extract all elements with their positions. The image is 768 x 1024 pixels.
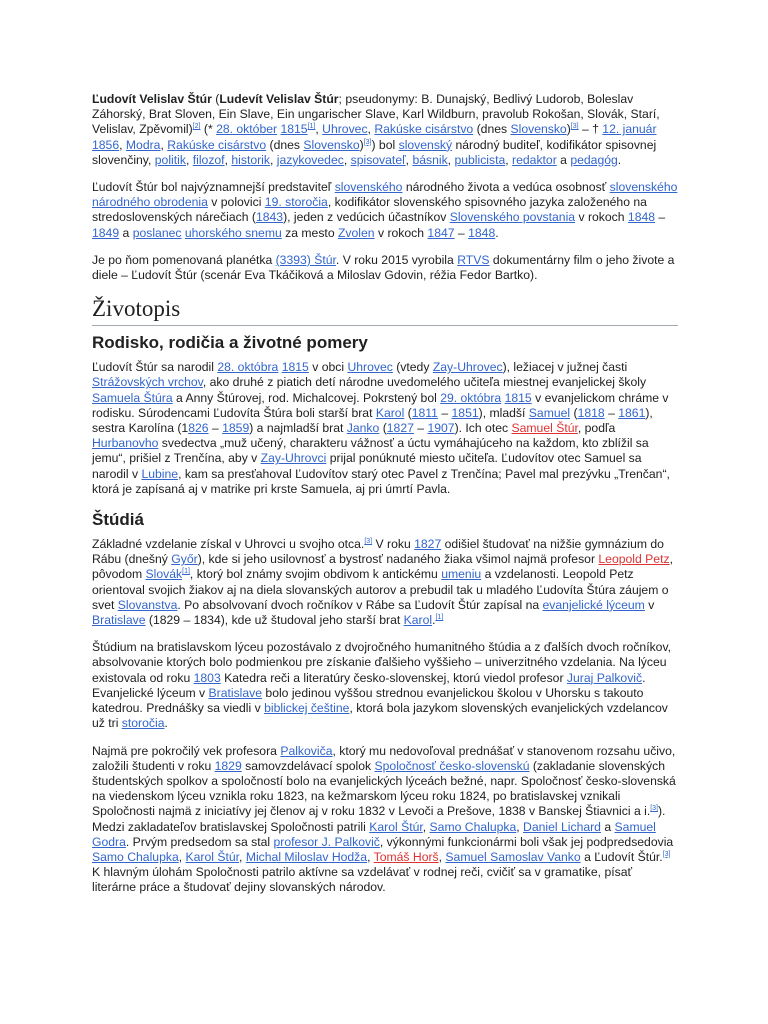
text-run: ). Medzi zakladateľov bratislavskej Spoločnosti patrili bbox=[92, 804, 666, 834]
wiki-link[interactable]: Karol bbox=[375, 405, 405, 420]
text-run: a vzdelanosti. Leopold Petz orientoval svojich žiakov aj na diela slovanských autorov a prebudil tak u mladého Ľudovíta Štúra záujem o svet bbox=[92, 567, 669, 612]
wiki-link[interactable]: Uhrovec bbox=[347, 360, 393, 375]
reference-sup bbox=[193, 123, 201, 130]
reference-link[interactable]: [1] bbox=[307, 123, 316, 131]
wiki-link[interactable]: historik bbox=[231, 152, 270, 167]
wiki-link[interactable]: Spoločnosť česko-slovenskú bbox=[374, 758, 530, 773]
text-run: (1829 – 1834), kde už študoval jeho starší brat bbox=[145, 613, 404, 628]
missing-article-link[interactable]: Samuel Štúr bbox=[511, 421, 578, 436]
wiki-link[interactable]: politik bbox=[154, 152, 186, 167]
wiki-link[interactable]: Hurbanovho bbox=[92, 436, 159, 451]
text-run: bolo jedinou vyššou strednou evanjelickou školou v Uhorsku s takouto katedrou. Prednášky sa viedli v bbox=[92, 685, 644, 716]
text-run: , bbox=[422, 819, 430, 834]
wiki-link[interactable]: publicista bbox=[454, 152, 506, 167]
reference-link[interactable]: [3] bbox=[650, 805, 658, 813]
wiki-link[interactable]: Rakúske cisárstvo bbox=[374, 122, 474, 137]
reference-sup bbox=[663, 851, 671, 858]
studia-paragraph bbox=[92, 640, 678, 731]
text-run: , bbox=[343, 152, 351, 167]
text-run: ( bbox=[404, 405, 412, 420]
text-run: . Po absolvovaní dvoch ročníkov v Rábe sa Ľudovít Štúr zapísal na bbox=[177, 597, 543, 612]
text-run: ), sestra Karolína (1 bbox=[92, 405, 653, 436]
wiki-link[interactable]: Modra bbox=[125, 137, 161, 152]
text-run: – bbox=[413, 421, 428, 436]
text-run: a bbox=[556, 152, 571, 167]
text-run: – bbox=[437, 405, 452, 420]
wiki-link[interactable]: Zay-Uhrovci bbox=[260, 451, 327, 466]
reference-sup bbox=[571, 123, 579, 130]
missing-article-link[interactable]: Leopold Petz bbox=[598, 552, 670, 567]
wiki-link[interactable]: 19. storočia bbox=[264, 195, 328, 210]
reference-link[interactable]: [3] bbox=[662, 850, 671, 858]
wiki-link[interactable]: slovenského bbox=[334, 180, 403, 195]
text-run: a bbox=[119, 225, 133, 240]
wiki-link[interactable]: básnik bbox=[412, 152, 448, 167]
text-run: ) bol bbox=[371, 137, 399, 152]
text-run: (dnes bbox=[473, 122, 511, 137]
text-run: – † bbox=[578, 122, 603, 137]
text-run: ), kde si jeho usilovnosť a bystrosť nadaného žiaka všimol najmä profesor bbox=[197, 552, 599, 567]
text-run: , bbox=[119, 137, 126, 152]
wiki-link[interactable]: Palkoviča bbox=[280, 743, 333, 758]
text-run: v obci bbox=[308, 360, 348, 375]
text-run: Štúdium na bratislavskom lýceu pozostávalo z dvojročného humanitného štúdia a z ďalších dvoch ročníkov, absolvovanie ktorých bolo podmienkou pre získanie ďalšieho vyššieho – univerzitného vzdelania. Na lýceu existovala od roku bbox=[92, 640, 672, 685]
wiki-link[interactable]: Juraj Palkovič bbox=[566, 670, 643, 685]
text-run: ; pseudonymy: B. Dunajský, Bedlivý Ludorob, Boleslav Záhorský, Brat Sloven, Ein Slave, Ein ungarischer Slave, Karl Wildburn, pravolub Rokošan, Slovák, Starí, Velislav, Zpěvomil) bbox=[92, 92, 660, 137]
wiki-link[interactable]: 1859 bbox=[222, 421, 250, 436]
intro-section bbox=[92, 92, 678, 283]
text-run: ), mladší bbox=[478, 405, 529, 420]
text-run: a bbox=[600, 819, 615, 834]
text-run: (vtedy bbox=[392, 360, 433, 375]
wiki-link[interactable]: Strážovských vrchov bbox=[92, 375, 203, 390]
text-run: svedectva „muž učený, charakteru vážnosť a úctu vymáhajúceho na každom, kto zblížil sa jemu“, prišiel z Trenčína, aby v bbox=[92, 436, 649, 466]
text-run: Najmä pre pokročilý vek profesora bbox=[92, 743, 281, 758]
text-run: ) bbox=[566, 122, 571, 137]
wiki-link[interactable]: Zvolen bbox=[337, 225, 375, 240]
wiki-link[interactable]: Samuela Štúra bbox=[92, 390, 173, 405]
reference-link[interactable]: [3] bbox=[363, 138, 372, 146]
text-run: ) a najmladší brat bbox=[249, 421, 347, 436]
wiki-link[interactable]: Rakúske cisárstvo bbox=[167, 137, 267, 152]
text-run: – bbox=[604, 405, 619, 420]
wiki-link[interactable]: profesor J. Palkovič bbox=[273, 834, 380, 849]
text-run: , bbox=[516, 819, 524, 834]
text-run: (zakladanie slovenských študentských spolkov a spoločností bolo na evanjelických lýceách bežné, napr. Spoločnosť česko-slovenská na viedenskom lýceu vznikla roku 1823, na kežmarskom lýceu roku 1824, po bratislavskej vznikali Spoločnosti najmä z iniciatívy jej členov aj v roku 1832 v Levoči a Prešove, 1838 v Banskej Štiavnici a i. bbox=[92, 758, 676, 819]
wiki-link[interactable]: 826 bbox=[188, 421, 209, 436]
reference-link[interactable]: [3] bbox=[570, 123, 579, 131]
wiki-link[interactable]: Slovák bbox=[145, 567, 183, 582]
wiki-link[interactable]: Slovanstva bbox=[117, 597, 178, 612]
text-run: Je po ňom pomenovaná planétka bbox=[92, 252, 276, 267]
text-run: V roku bbox=[372, 537, 415, 552]
wiki-link[interactable]: storočia bbox=[121, 716, 165, 731]
wiki-link[interactable]: Zay-Uhrovec bbox=[432, 360, 503, 375]
wiki-link[interactable]: uhorského snemu bbox=[184, 225, 282, 240]
text-run: a Ľudovít Štúr. bbox=[580, 849, 663, 864]
text-run: (dnes bbox=[266, 137, 304, 152]
text-run: , kodifikátor slovenského spisovného jazyka založeného na stredoslovenských nárečiach ( bbox=[92, 195, 647, 225]
wiki-link[interactable]: evanjelické lýceum bbox=[542, 597, 645, 612]
wiki-link[interactable]: (3393) Štúr bbox=[275, 252, 336, 267]
text-run: , bbox=[315, 122, 323, 137]
text-run: , bbox=[447, 152, 455, 167]
text-run: za mesto bbox=[281, 225, 338, 240]
text-run: ( bbox=[211, 92, 220, 106]
text-run: ( bbox=[570, 405, 578, 420]
wiki-link[interactable]: 1815 bbox=[280, 122, 308, 137]
wiki-link[interactable]: 1827 bbox=[386, 421, 414, 436]
reference-sup bbox=[435, 614, 443, 621]
wiki-link[interactable]: filozof bbox=[192, 152, 225, 167]
subsection-heading-studia: Štúdiá bbox=[92, 510, 144, 530]
reference-link[interactable]: [2] bbox=[192, 123, 201, 131]
section-heading-zivotopis: Životopis bbox=[92, 295, 678, 326]
text-run: , bbox=[160, 137, 168, 152]
wiki-link[interactable]: Samuel Godra bbox=[92, 819, 656, 849]
text-run: , bbox=[367, 849, 374, 864]
text-run: v evanjelickom chráme v rodisku. Súrodencami Ľudovíta Štúra boli starší brat bbox=[92, 390, 669, 420]
text-run: v polovici bbox=[207, 195, 265, 210]
text-run: . V roku 2015 vyrobila bbox=[335, 252, 458, 267]
wiki-link[interactable]: Janko bbox=[346, 421, 380, 436]
text-run: , pôvodom bbox=[92, 552, 673, 582]
wiki-link[interactable]: 1818 bbox=[577, 405, 605, 420]
text-run: Základné vzdelanie získal v Uhrovci u svojho otca. bbox=[92, 537, 365, 552]
text-run: , bbox=[185, 152, 193, 167]
text-run: K hlavným úlohám Spoločnosti patrilo aktívne sa vzdelávať v rodnej reči, cvičiť sa v gramatike, písať literárne práce a študovať dejiny slovanských národov. bbox=[92, 865, 633, 895]
text-run: . bbox=[495, 225, 499, 240]
intro-paragraph bbox=[92, 253, 678, 283]
text-run: odišiel študovať na nižšie gymnázium do Rábu (dnešný bbox=[92, 537, 664, 567]
wiki-link[interactable]: Bratislave bbox=[92, 613, 146, 628]
wiki-link[interactable]: 1851 bbox=[451, 405, 479, 420]
text-run: národného života a vedúca osobnosť bbox=[402, 180, 610, 195]
reference-sup bbox=[182, 568, 190, 575]
text-run: , kam sa presťahoval Ľudovítov starý otec Pavel z Trenčína; Pavel mal prezývku „Trenčan“, ktorá je zapísaná aj v matrike pri krste Samuela, aj pri úmrtí Pavla. bbox=[92, 466, 670, 496]
text-run: prijal ponúknuté miesto učiteľa. Ľudovítov otec Samuel sa narodil v bbox=[92, 451, 642, 481]
wiki-link[interactable]: 1815 bbox=[281, 360, 309, 375]
text-run: (* bbox=[200, 122, 217, 137]
wiki-link[interactable]: 1848 bbox=[627, 210, 656, 225]
reference-link[interactable]: [3] bbox=[364, 538, 373, 545]
rodisko-paragraph bbox=[92, 360, 678, 497]
wiki-link[interactable]: Bratislave bbox=[208, 685, 263, 700]
wiki-link[interactable]: 1843 bbox=[255, 210, 284, 225]
text-run: ( bbox=[379, 421, 387, 436]
text-run: v rokoch bbox=[374, 225, 428, 240]
text-run: Ľudovít Štúr sa narodil bbox=[92, 360, 218, 375]
wiki-link[interactable]: poslanec bbox=[132, 225, 182, 240]
wiki-link[interactable]: 12. január bbox=[602, 122, 657, 137]
studia-paragraph bbox=[92, 537, 678, 628]
text-run: , bbox=[269, 152, 277, 167]
text-run: ), jeden z vedúcich účastníkov bbox=[283, 210, 450, 225]
wiki-link[interactable]: RTVS bbox=[457, 252, 490, 267]
text-run: a Anny Štúrovej, rod. Michalcovej. Pokrstený bol bbox=[172, 390, 441, 405]
wiki-link[interactable]: Győr bbox=[171, 552, 198, 567]
wiki-link[interactable]: Karol Štúr bbox=[185, 849, 240, 864]
wiki-link[interactable]: Samuel bbox=[528, 405, 571, 420]
text-run: – bbox=[454, 225, 469, 240]
text-run: . bbox=[617, 152, 622, 167]
text-run: – bbox=[208, 421, 223, 436]
bold-term: Ludevít Velislav Štúr bbox=[219, 92, 339, 106]
wiki-link[interactable]: 1827 bbox=[414, 537, 442, 552]
wiki-link[interactable]: Samo Chalupka bbox=[429, 819, 517, 834]
wiki-link[interactable]: Slovenského povstania bbox=[449, 210, 576, 225]
wiki-link[interactable]: 1848 bbox=[468, 225, 496, 240]
text-run: , ako druhé z piatich detí národne uvedomelého učiteľa miestnej evanjelickej školy bbox=[202, 375, 647, 390]
wiki-link[interactable]: Slovensko bbox=[510, 122, 567, 137]
wiki-link[interactable]: Samuel Samoslav Vanko bbox=[445, 849, 581, 864]
wiki-link[interactable]: Karol Štúr bbox=[369, 819, 423, 834]
reference-sup bbox=[650, 805, 658, 812]
wiki-link[interactable]: 28. októbra bbox=[217, 360, 279, 375]
wiki-link[interactable]: Karol bbox=[403, 613, 433, 628]
wiki-link[interactable]: jazykovedec bbox=[276, 152, 344, 167]
wiki-link[interactable]: Lubine bbox=[141, 466, 179, 481]
text-run: , bbox=[367, 122, 375, 137]
text-run: ) bbox=[359, 137, 364, 152]
text-run: . Prvým predsedom sa stal bbox=[125, 834, 274, 849]
text-run: . Evanjelické lýceum v bbox=[92, 670, 646, 700]
text-run: samovzdelávací spolok bbox=[241, 758, 375, 773]
wiki-link[interactable]: Uhrovec bbox=[322, 122, 368, 137]
wiki-link[interactable]: 1849 bbox=[92, 225, 120, 240]
wiki-link[interactable]: 28. október bbox=[216, 122, 278, 137]
text-run: v rokoch bbox=[575, 210, 628, 225]
studia-paragraph bbox=[92, 744, 678, 896]
text-run: národný buditeľ, kodifikátor spisovnej slovenčiny, bbox=[92, 137, 657, 167]
wiki-link[interactable]: 1829 bbox=[214, 758, 242, 773]
text-run: , výkonnými funkcionármi boli však jej podpredsedovia bbox=[379, 834, 674, 849]
wiki-link[interactable]: 1815 bbox=[504, 390, 532, 405]
wiki-link[interactable]: Slovensko bbox=[303, 137, 360, 152]
reference-link[interactable]: [1] bbox=[435, 614, 444, 622]
text-run: , ktorý bol známy svojim obdivom k antickému bbox=[189, 567, 442, 582]
text-run: , bbox=[505, 152, 513, 167]
wiki-link[interactable]: Daniel Lichard bbox=[523, 819, 601, 834]
text-run: v bbox=[644, 597, 655, 612]
text-run: , bbox=[438, 849, 446, 864]
text-run: , bbox=[405, 152, 413, 167]
text-run: , ktorá bola jazykom slovenských evanjelických vzdelancov už tri bbox=[92, 701, 668, 731]
wiki-link[interactable]: 1856 bbox=[92, 137, 120, 152]
wiki-link[interactable]: Michal Miloslav Hodža bbox=[245, 849, 368, 864]
text-run: . bbox=[432, 613, 436, 628]
wiki-link[interactable]: biblickej češtine bbox=[264, 701, 350, 716]
text-run: ), ležiacej v južnej časti bbox=[502, 360, 628, 375]
wiki-link[interactable]: 1861 bbox=[618, 405, 646, 420]
text-run: Ľudovít Štúr bol najvýznamnejší predstaviteľ bbox=[92, 180, 335, 195]
intro-paragraph bbox=[92, 180, 678, 241]
subsection-heading-rodisko: Rodisko, rodičia a životné pomery bbox=[92, 333, 368, 353]
wiki-link[interactable]: 1811 bbox=[411, 405, 438, 420]
text-run: , podľa bbox=[577, 421, 616, 436]
wiki-link[interactable]: pedagóg bbox=[570, 152, 618, 167]
text-run: Katedra reči a literatúry česko-slovenskej, ktorú viedol profesor bbox=[220, 670, 567, 685]
text-run: , bbox=[239, 849, 246, 864]
wiki-link[interactable]: 1907 bbox=[427, 421, 455, 436]
wiki-link[interactable]: 1847 bbox=[427, 225, 455, 240]
wiki-link[interactable]: Samo Chalupka bbox=[92, 849, 179, 864]
wiki-link[interactable]: umeniu bbox=[441, 567, 482, 582]
reference-sup bbox=[364, 538, 372, 545]
text-run: , bbox=[224, 152, 232, 167]
missing-article-link[interactable]: Tomáš Horš bbox=[373, 849, 439, 864]
text-run: , ktorý mu nedovoľoval prednášať v stanovenom rozsahu učivo, založili študenti v roku bbox=[92, 743, 676, 773]
wiki-link[interactable]: slovenský bbox=[398, 137, 453, 152]
wiki-link[interactable]: redaktor bbox=[512, 152, 557, 167]
article-body bbox=[92, 92, 678, 908]
wiki-link[interactable]: spisovateľ bbox=[350, 152, 406, 167]
text-run: ). Ich otec bbox=[454, 421, 512, 436]
reference-link[interactable]: [1] bbox=[182, 568, 190, 576]
text-run: – bbox=[655, 210, 666, 225]
wiki-link[interactable]: 29. októbra bbox=[440, 390, 502, 405]
wiki-link[interactable]: slovenského národného obrodenia bbox=[92, 180, 678, 210]
intro-paragraph bbox=[92, 92, 678, 168]
bold-term: Ľudovít Velislav Štúr bbox=[92, 92, 212, 106]
text-run: . bbox=[164, 716, 168, 731]
text-run: dokumentárny film o jeho živote a diele – Ľudovít Štúr (scenár Eva Tkáčiková a Miloslav Gdovin, réžia Fedor Bartko). bbox=[92, 252, 675, 283]
wiki-link[interactable]: 1803 bbox=[193, 670, 221, 685]
text-run: , bbox=[178, 849, 186, 864]
